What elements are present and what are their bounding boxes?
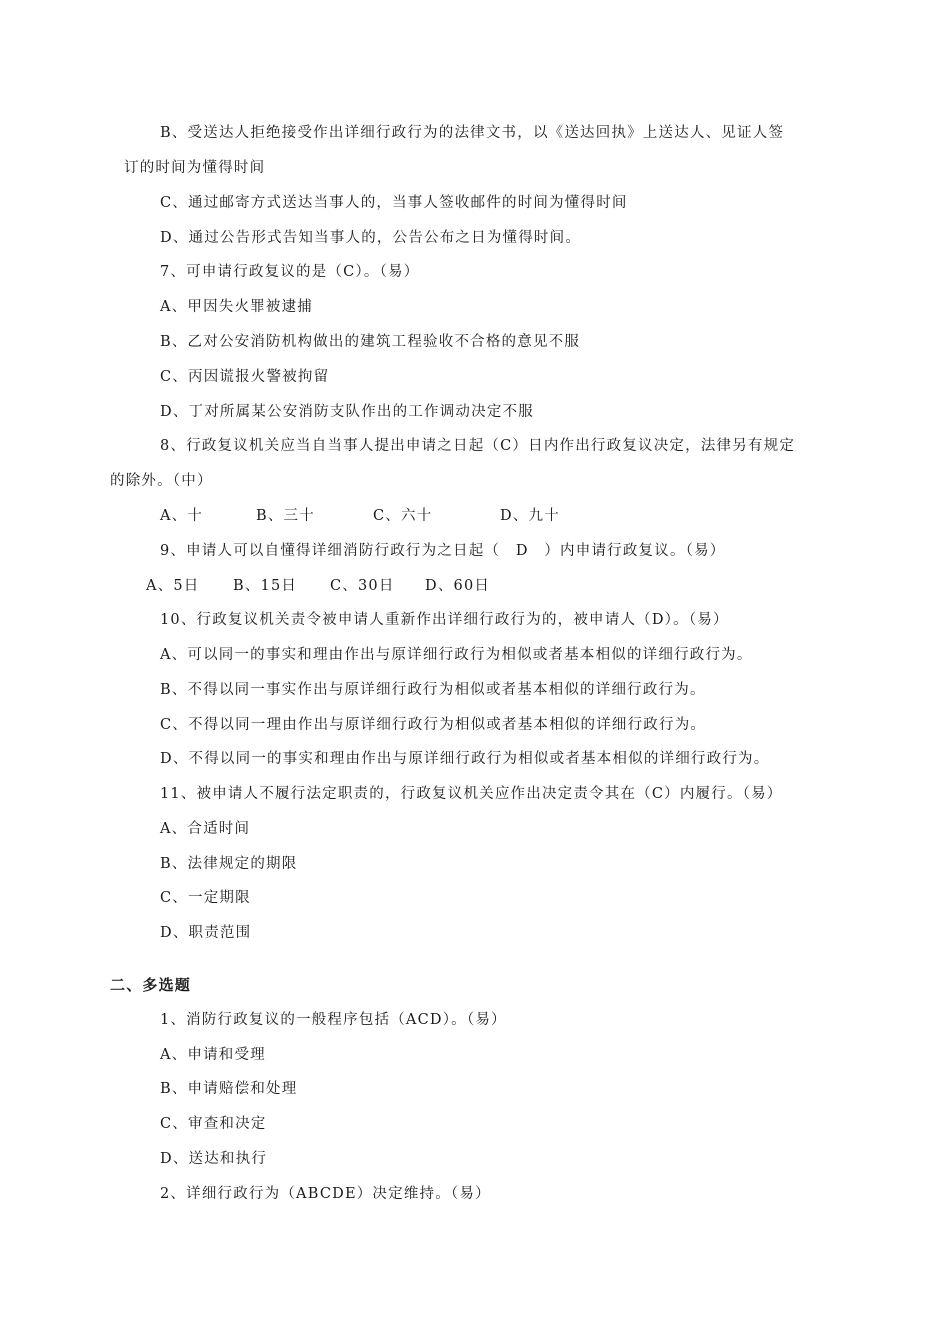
option-line: B、15日 [233, 578, 298, 594]
option-line: D、60日 [425, 578, 491, 594]
option-line: B、乙对公安消防机构做出的建筑工程验收不合格的意见不服 [160, 334, 581, 350]
option-line: C、一定期限 [160, 890, 251, 906]
option-line: B、三十 [256, 508, 315, 524]
option-line: C、不得以同一理由作出与原详细行政行为相似或者基本相似的详细行政行为。 [160, 717, 707, 733]
option-line: A、合适时间 [160, 821, 251, 837]
option-line: A、可以同一的事实和理由作出与原详细行政行为相似或者基本相似的详细行政行为。 [160, 647, 753, 663]
option-line: D、九十 [500, 508, 560, 524]
question-multi-2: 2、详细行政行为（ABCDE）决定维持。（易） [160, 1186, 491, 1202]
text-line: C、通过邮寄方式送达当事人的，当事人签收邮件的时间为懂得时间 [160, 195, 628, 211]
option-line: A、申请和受理 [160, 1047, 266, 1063]
text-line: D、通过公告形式告知当事人的，公告公布之日为懂得时间。 [160, 230, 582, 246]
question-7: 7、可申请行政复议的是（C）。（易） [160, 264, 420, 280]
option-line: D、丁对所属某公安消防支队作出的工作调动决定不服 [160, 404, 534, 420]
question-multi-1: 1、消防行政复议的一般程序包括（ACD）。（易） [160, 1012, 507, 1028]
option-line: A、十 [160, 508, 204, 524]
question-11: 11、被申请人不履行法定职责的，行政复议机关应作出决定责令其在（C）内履行。（易） [160, 786, 783, 802]
option-line: D、不得以同一的事实和理由作出与原详细行政行为相似或者基本相似的详细行政行为。 [160, 751, 770, 767]
option-line: D、职责范围 [160, 925, 252, 941]
option-line: C、丙因谎报火警被拘留 [160, 369, 330, 385]
option-line: B、不得以同一事实作出与原详细行政行为相似或者基本相似的详细行政行为。 [160, 682, 706, 698]
text-line: B、受送达人拒绝接受作出详细行政行为的法律文书，以《送达回执》上送达人、见证人签 [160, 125, 785, 141]
question-10: 10、行政复议机关责令被申请人重新作出详细行政行为的，被申请人（D）。（易） [160, 612, 729, 628]
section-heading: 二、多选题 [110, 976, 192, 994]
option-line: A、5日 [146, 578, 200, 594]
option-line: C、审查和决定 [160, 1116, 267, 1132]
option-line: B、法律规定的期限 [160, 856, 298, 872]
option-line: C、六十 [373, 508, 433, 524]
option-line: B、申请赔偿和处理 [160, 1081, 298, 1097]
option-line: D、送达和执行 [160, 1151, 268, 1167]
option-line: A、甲因失火罪被逮捕 [160, 299, 313, 315]
text-line: 订的时间为懂得时间 [124, 160, 266, 176]
option-line: C、30日 [330, 578, 395, 594]
question-8: 8、行政复议机关应当自当事人提出申请之日起（C）日内作出行政复议决定，法律另有规定 [160, 438, 796, 454]
text-line: 的除外。（中） [110, 473, 213, 489]
question-9: 9、申请人可以自懂得详细消防行政行为之日起（ D ）内申请行政复议。（易） [160, 543, 726, 559]
